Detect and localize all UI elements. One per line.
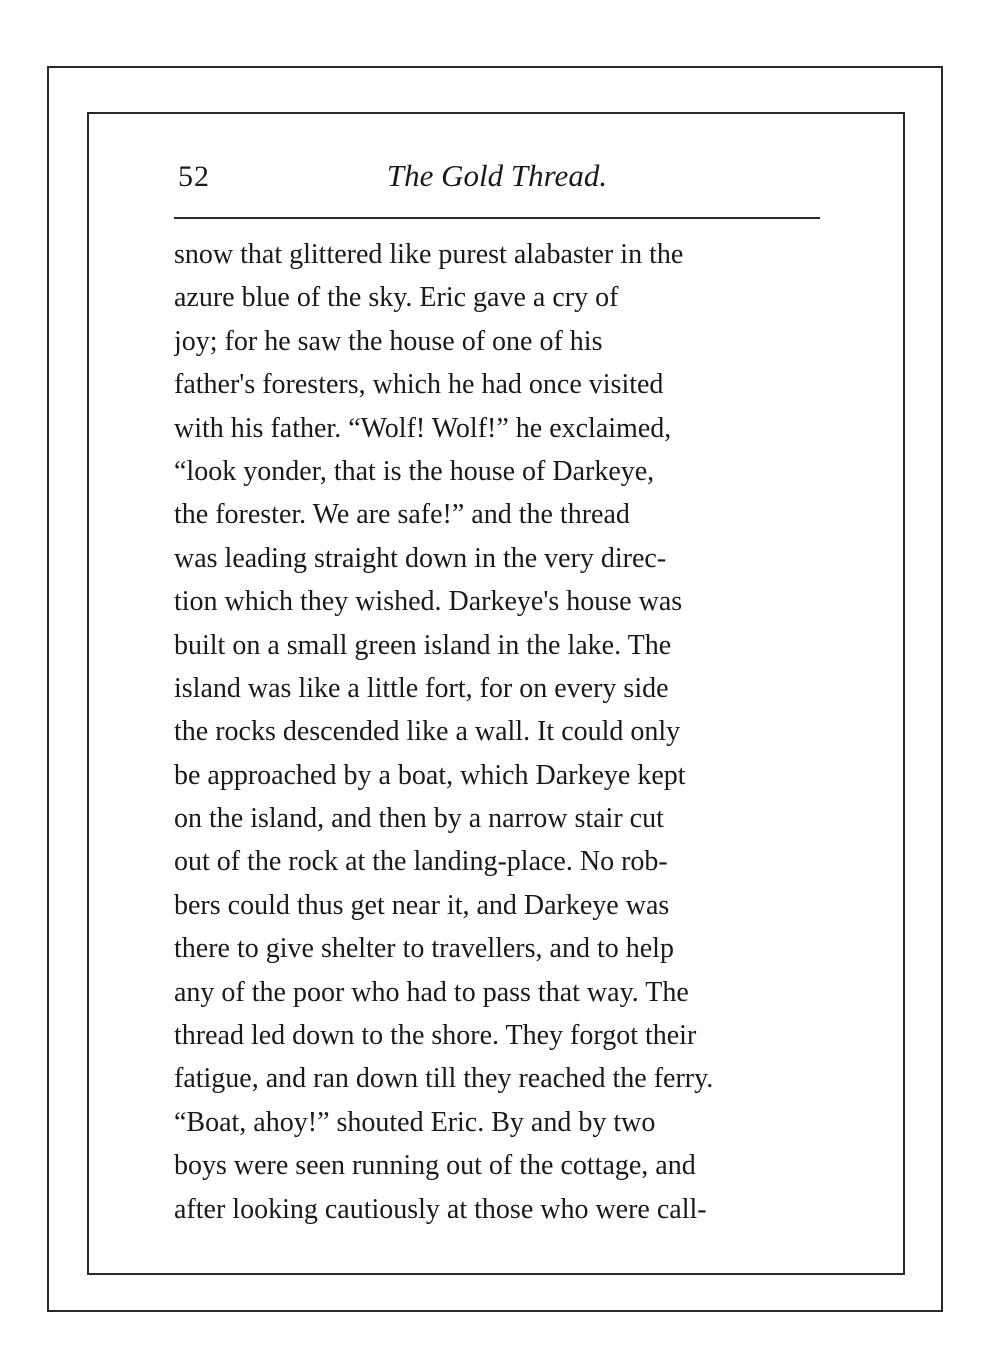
text-line: be approached by a boat, which Darkeye kept <box>174 759 686 791</box>
text-line: the rocks descended like a wall. It could only <box>174 716 681 748</box>
body-text <box>174 233 820 1231</box>
running-title: The Gold Thread. <box>386 158 608 193</box>
text-line: after looking cautiously at those who were call- <box>174 1193 707 1225</box>
text-line: on the island, and then by a narrow stair cut <box>174 803 664 835</box>
text-line: bers could thus get near it, and Darkeye was <box>174 889 670 921</box>
text-line: out of the rock at the landing-place. No rob- <box>174 846 668 878</box>
text-line: “look yonder, that is the house of Darkeye, <box>174 455 655 487</box>
text-line: the forester. We are safe!” and the thread <box>174 499 630 531</box>
page-number: 52 <box>178 160 210 193</box>
text-line: boys were seen running out of the cottage, and <box>174 1150 696 1182</box>
text-line: joy; for he saw the house of one of his <box>174 325 603 357</box>
text-line: azure blue of the sky. Eric gave a cry of <box>174 282 619 314</box>
text-line: tion which they wished. Darkeye's house was <box>174 586 683 618</box>
text-line: any of the poor who had to pass that way. The <box>174 976 689 1008</box>
text-line: fatigue, and ran down till they reached the ferry. <box>174 1063 714 1095</box>
text-line: was leading straight down in the very direc- <box>174 542 667 574</box>
text-line: father's foresters, which he had once visited <box>174 369 664 401</box>
page-header <box>174 156 820 206</box>
text-line: thread led down to the shore. They forgot their <box>174 1020 697 1052</box>
text-line: built on a small green island in the lake. The <box>174 629 672 661</box>
header-rule <box>174 217 820 219</box>
text-line: there to give shelter to travellers, and to help <box>174 933 674 965</box>
text-line: “Boat, ahoy!” shouted Eric. By and by two <box>174 1106 656 1138</box>
text-line: island was like a little fort, for on every side <box>174 672 669 704</box>
text-line: with his father. “Wolf! Wolf!” he exclaimed, <box>174 412 672 444</box>
text-line: snow that glittered like purest alabaster in the <box>174 239 684 270</box>
